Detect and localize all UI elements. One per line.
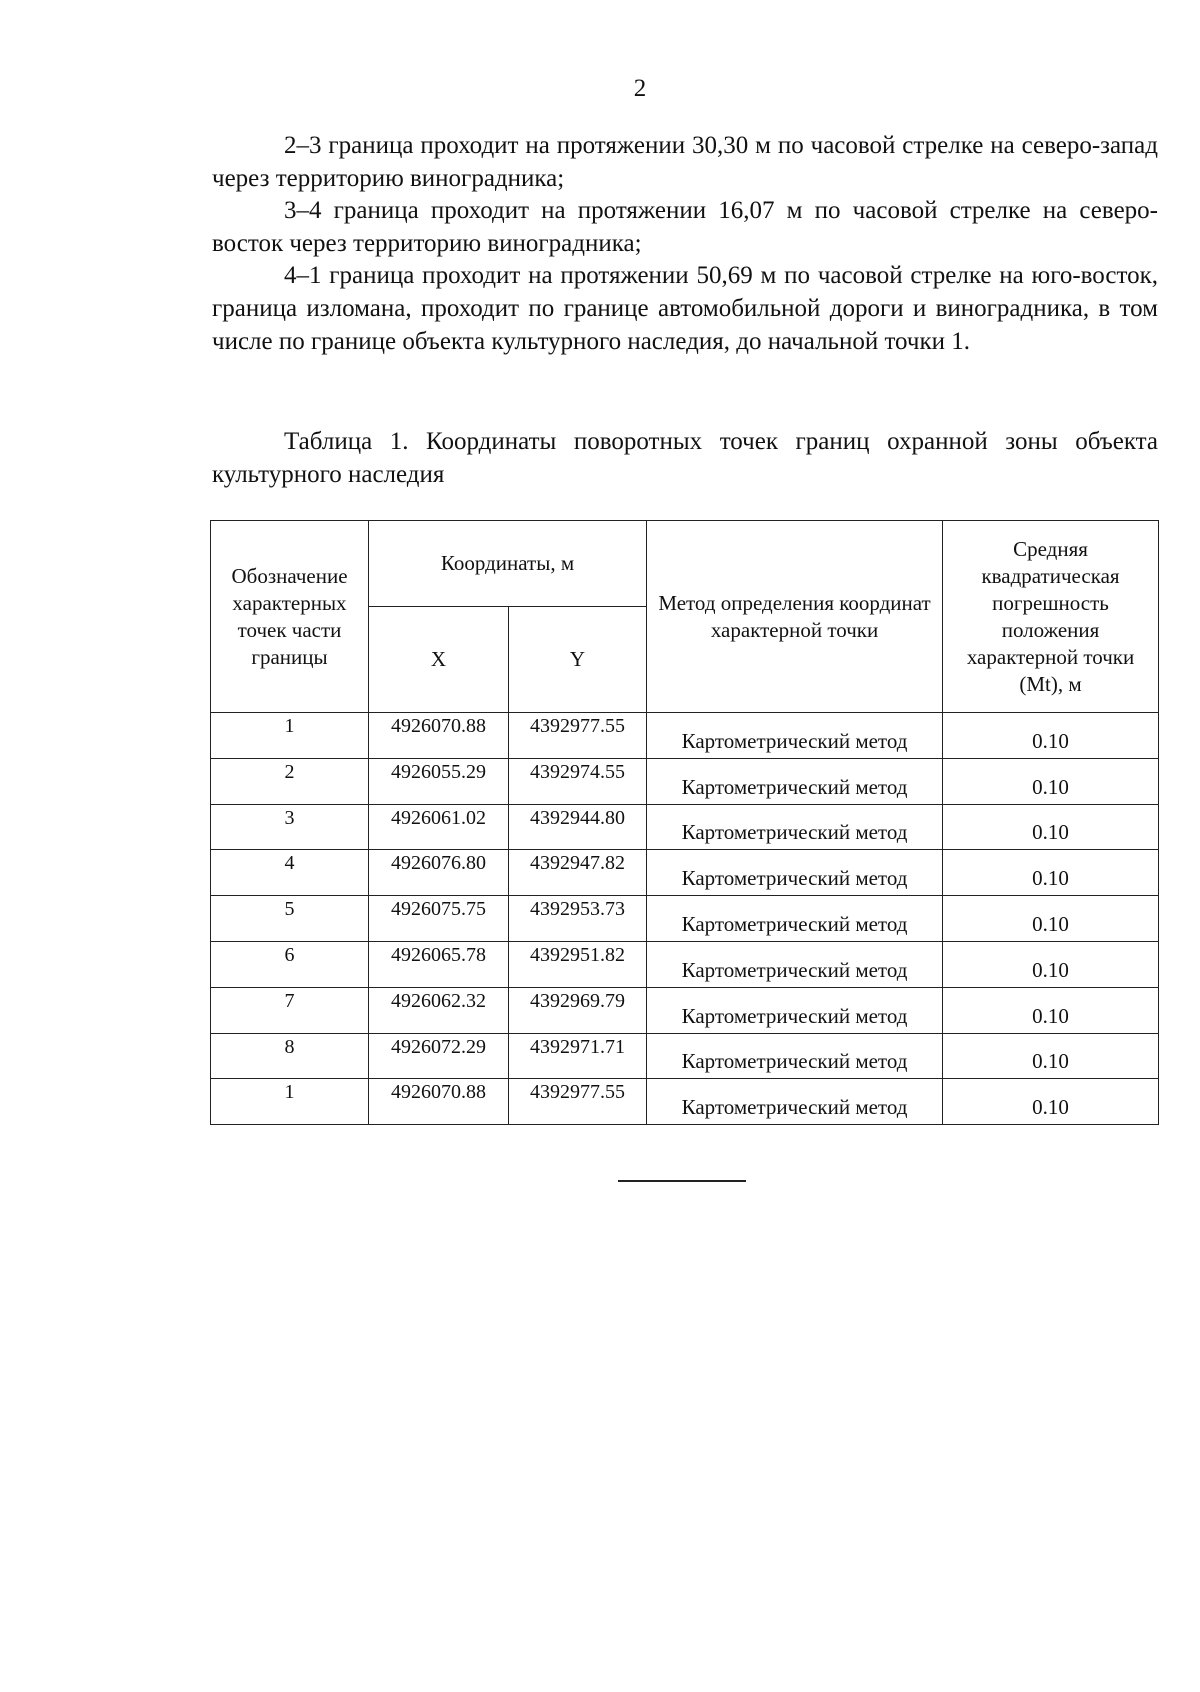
table-body — [211, 713, 1159, 1125]
cell-method: Картометрический метод — [647, 1079, 943, 1125]
cell-method: Картометрический метод — [647, 804, 943, 850]
end-divider — [618, 1180, 746, 1182]
cell-y: 4392953.73 — [509, 896, 647, 942]
header-coords: Координаты, м — [369, 521, 647, 607]
header-y: Y — [509, 607, 647, 713]
table-row — [211, 1033, 1159, 1079]
cell-method: Картометрический метод — [647, 896, 943, 942]
cell-point: 4 — [211, 850, 369, 896]
cell-point: 1 — [211, 1079, 369, 1125]
cell-error: 0.10 — [943, 987, 1159, 1033]
table-header — [211, 521, 1159, 713]
paragraph-segment-3-4: 3–4 граница проходит на протяжении 16,07 м по часовой стрелке на северо-восток через территорию виноградника; — [212, 197, 1158, 257]
cell-y: 4392971.71 — [509, 1033, 647, 1079]
header-point: Обозначение характерных точек части границы — [211, 521, 369, 713]
cell-method: Картометрический метод — [647, 713, 943, 759]
cell-point: 6 — [211, 941, 369, 987]
cell-error: 0.10 — [943, 896, 1159, 942]
table-row — [211, 713, 1159, 759]
cell-error: 0.10 — [943, 713, 1159, 759]
header-error: Средняя квадратическая погрешность положения характерной точки (Mt), м — [943, 521, 1159, 713]
cell-error: 0.10 — [943, 941, 1159, 987]
cell-point: 2 — [211, 758, 369, 804]
table-caption: Таблица 1. Координаты поворотных точек границ охранной зоны объекта культурного наследия — [212, 428, 1158, 488]
coordinates-table — [210, 520, 1159, 1125]
cell-error: 0.10 — [943, 758, 1159, 804]
table-row — [211, 758, 1159, 804]
cell-error: 0.10 — [943, 850, 1159, 896]
header-method: Метод определения координат характерной точки — [647, 521, 943, 713]
cell-method: Картометрический метод — [647, 850, 943, 896]
cell-error: 0.10 — [943, 1079, 1159, 1125]
cell-y: 4392974.55 — [509, 758, 647, 804]
page-number: 2 — [633, 75, 647, 102]
cell-x: 4926062.32 — [369, 987, 509, 1033]
cell-x: 4926076.80 — [369, 850, 509, 896]
cell-error: 0.10 — [943, 804, 1159, 850]
paragraph-segment-2-3: 2–3 граница проходит на протяжении 30,30 м по часовой стрелке на северо-запад через территорию виноградника; — [212, 132, 1158, 192]
cell-y: 4392951.82 — [509, 941, 647, 987]
paragraph-segment-4-1: 4–1 граница проходит на протяжении 50,69 м по часовой стрелке на юго-восток, граница изломана, проходит по границе автомобильной дороги и виноградника, в том числе по границе объекта культурного наследия, до начальной точки 1. — [212, 262, 1158, 355]
cell-y: 4392977.55 — [509, 713, 647, 759]
cell-method: Картометрический метод — [647, 987, 943, 1033]
cell-x: 4926072.29 — [369, 1033, 509, 1079]
cell-point: 7 — [211, 987, 369, 1033]
cell-x: 4926061.02 — [369, 804, 509, 850]
table-row — [211, 850, 1159, 896]
cell-point: 5 — [211, 896, 369, 942]
header-x: X — [369, 607, 509, 713]
table-row — [211, 987, 1159, 1033]
cell-x: 4926075.75 — [369, 896, 509, 942]
cell-point: 3 — [211, 804, 369, 850]
cell-y: 4392969.79 — [509, 987, 647, 1033]
cell-point: 8 — [211, 1033, 369, 1079]
cell-y: 4392977.55 — [509, 1079, 647, 1125]
cell-y: 4392944.80 — [509, 804, 647, 850]
cell-y: 4392947.82 — [509, 850, 647, 896]
cell-error: 0.10 — [943, 1033, 1159, 1079]
table-row — [211, 896, 1159, 942]
table-row — [211, 1079, 1159, 1125]
cell-method: Картометрический метод — [647, 758, 943, 804]
cell-x: 4926065.78 — [369, 941, 509, 987]
cell-method: Картометрический метод — [647, 1033, 943, 1079]
cell-x: 4926070.88 — [369, 713, 509, 759]
boundary-description — [212, 130, 1158, 358]
cell-point: 1 — [211, 713, 369, 759]
cell-x: 4926055.29 — [369, 758, 509, 804]
cell-x: 4926070.88 — [369, 1079, 509, 1125]
table-row — [211, 941, 1159, 987]
cell-method: Картометрический метод — [647, 941, 943, 987]
table-row — [211, 804, 1159, 850]
